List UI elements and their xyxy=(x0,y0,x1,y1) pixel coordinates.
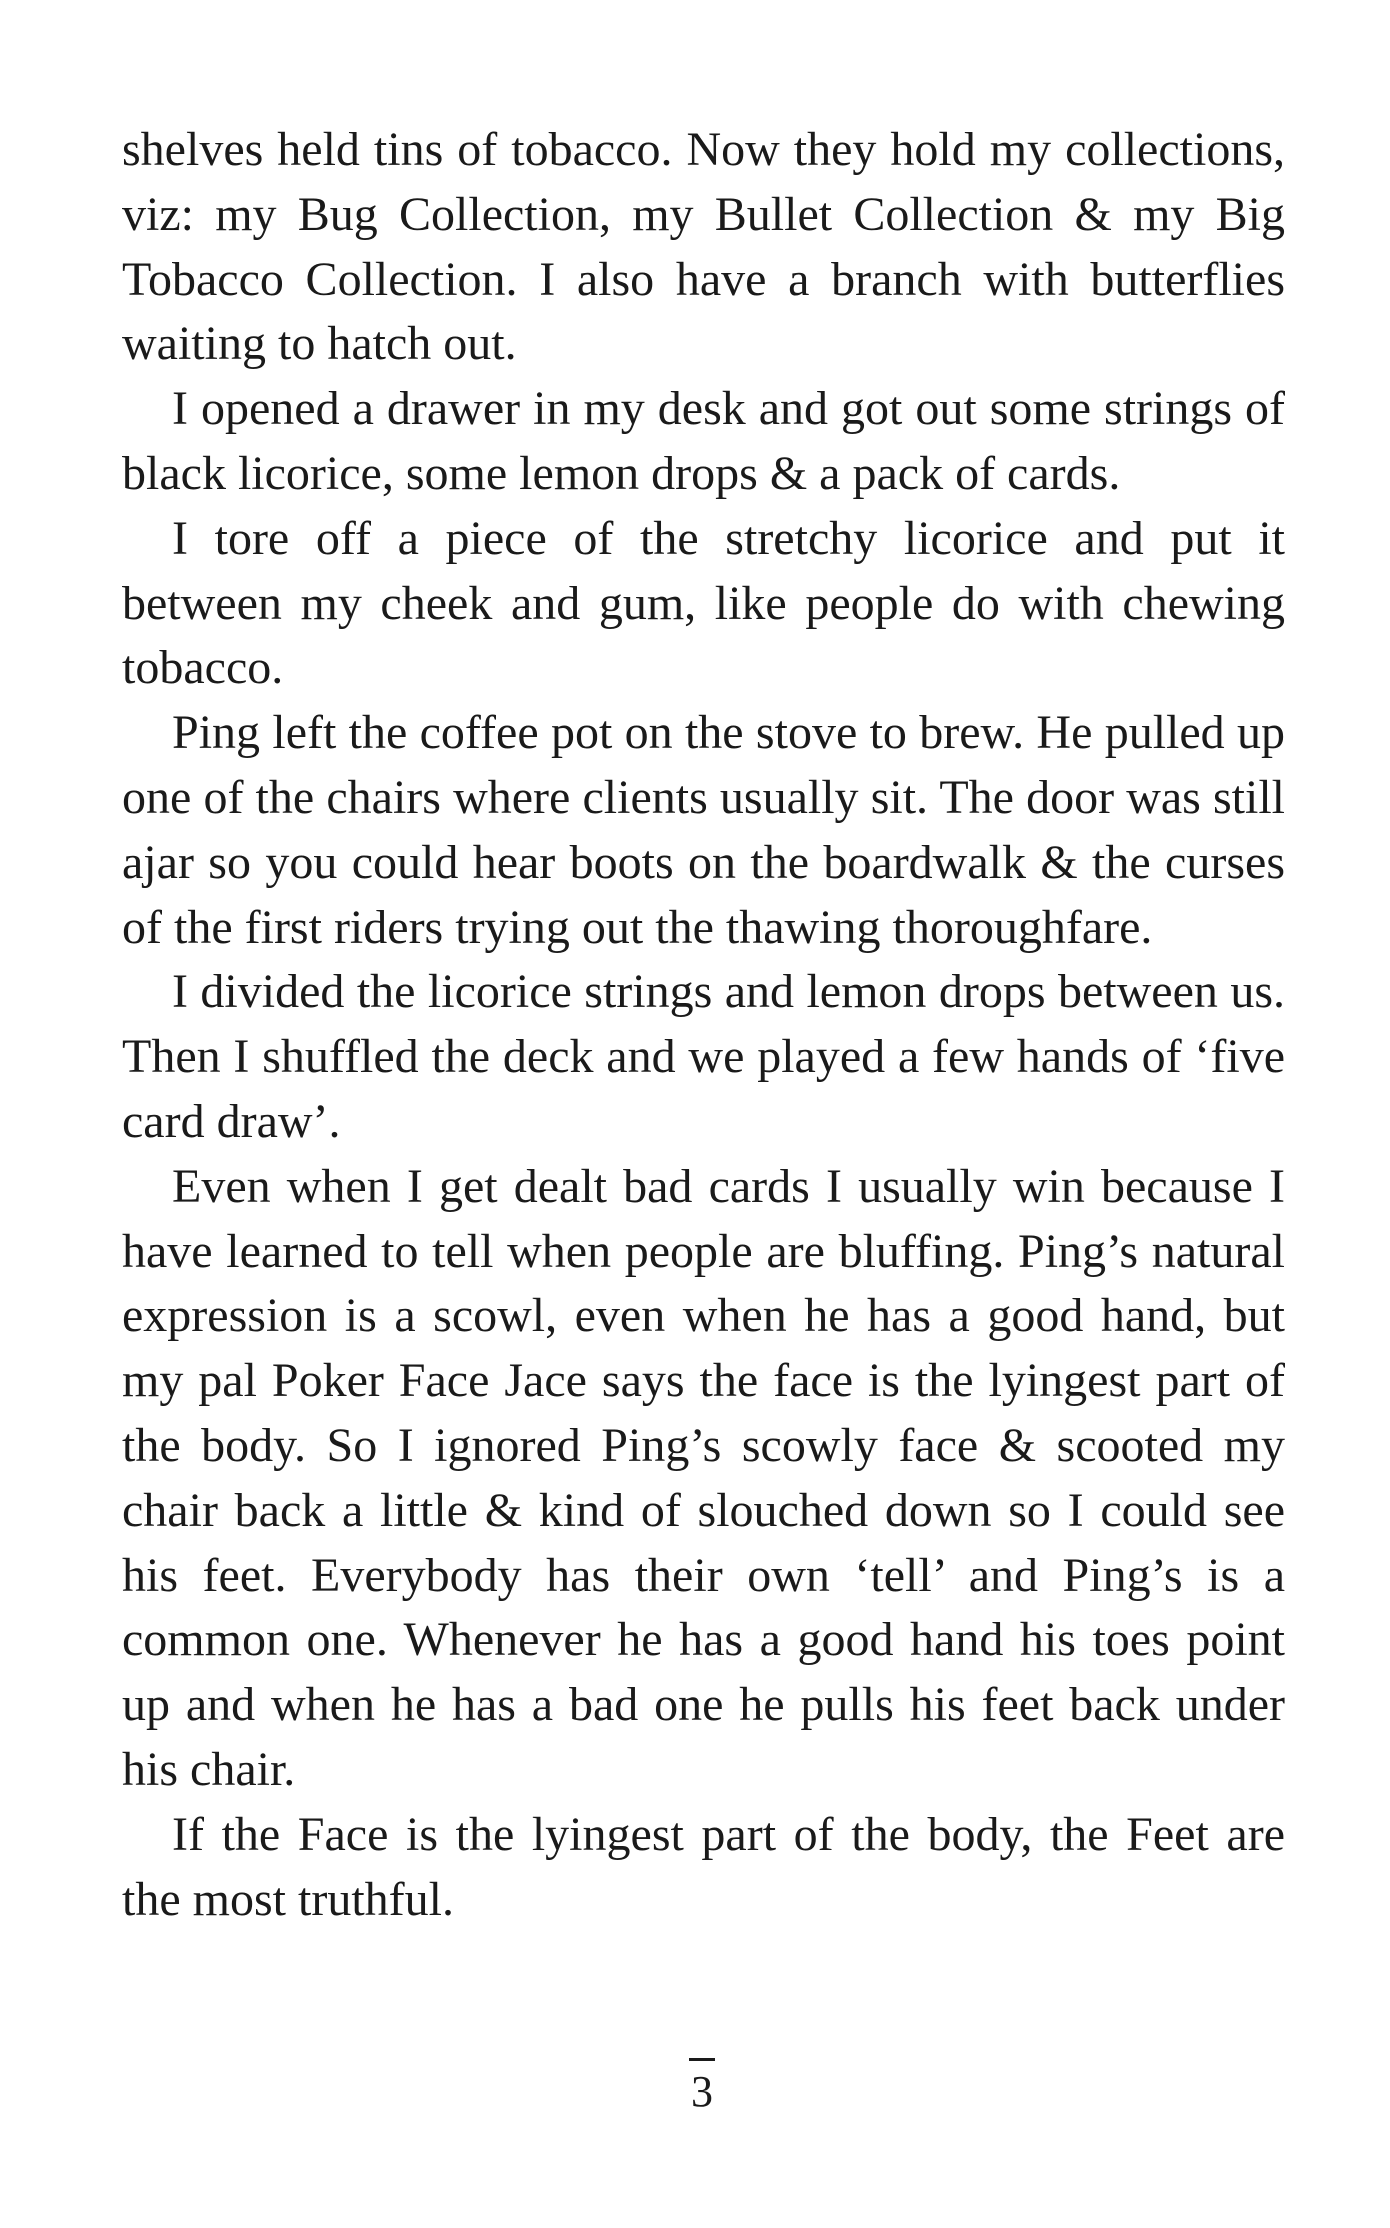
page-footer xyxy=(0,2058,1390,2117)
page-body xyxy=(122,118,1285,1932)
page-number: 3 xyxy=(691,2067,713,2116)
paragraph-3: I tore off a piece of the stretchy licorice and put it between my cheek and gum, like people do with chewing tobacco. xyxy=(122,511,1285,695)
paragraph-7: If the Face is the lyingest part of the body, the Feet are the most truthful. xyxy=(122,1807,1285,1926)
paragraph-5: I divided the licorice strings and lemon drops between us. Then I shuffled the deck and we played a few hands of ‘five card draw’. xyxy=(122,965,1285,1148)
paragraph-6: Even when I get dealt bad cards I usually win because I have learned to tell when people are bluffing. Ping’s natural expression is a scowl, even when he has a good hand, but my pal Poker Face Jace says the face is the lyingest part of the body. So I ignored Ping’s scowly face & scooted my chair back a little & kind of slouched down so I could see his feet. Everybody has their own ‘tell’ and Ping’s is a common one. Whenever he has a good hand his toes point up and when he has a bad one he pulls his feet back under his chair. xyxy=(122,1159,1285,1796)
paragraph-1: shelves held tins of tobacco. Now they hold my collections, viz: my Bug Collection, my Bullet Collection & my Big Tobacco Collection. I also have a branch with butterflies waiting to hatch out. xyxy=(122,123,1285,371)
page-number-rule xyxy=(689,2058,715,2061)
paragraph-2: I opened a drawer in my desk and got out some strings of black licorice, some lemon drops & a pack of cards. xyxy=(122,382,1285,500)
paragraph-4: Ping left the coffee pot on the stove to brew. He pulled up one of the chairs where clients usually sit. The door was still ajar so you could hear boots on the boardwalk & the curses of the first riders trying out the thawing thoroughfare. xyxy=(122,706,1285,954)
